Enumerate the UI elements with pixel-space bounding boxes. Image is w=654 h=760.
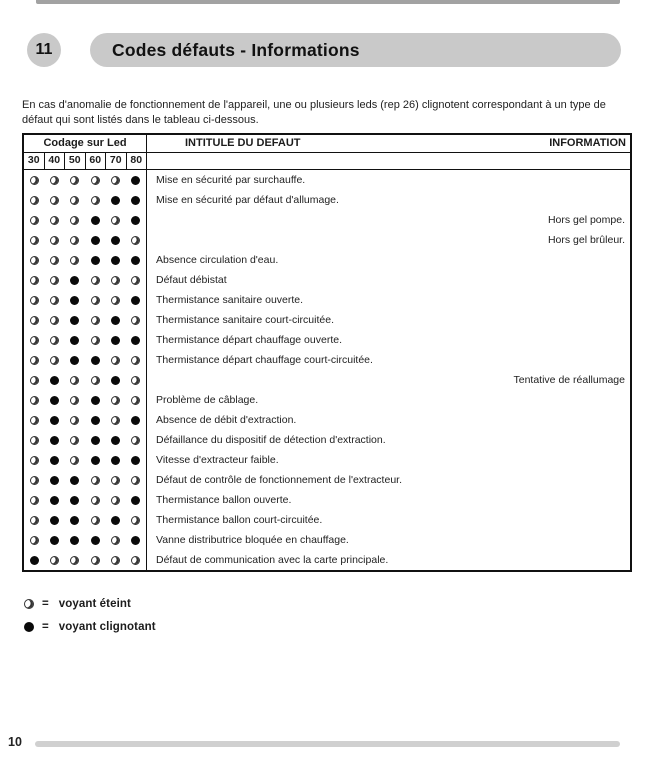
led-on-icon — [50, 496, 59, 505]
led-off-icon — [91, 516, 100, 525]
led-off-icon — [111, 556, 120, 565]
led-pattern — [24, 330, 147, 350]
row-text: Mise en sécurité par surchauffe. — [156, 174, 306, 186]
column-header-intitule: INTITULE DU DEFAUT — [185, 137, 301, 149]
row-text: Problème de câblage. — [156, 394, 259, 406]
led-off-icon — [131, 476, 140, 485]
led-pattern — [24, 510, 147, 530]
led-on-icon — [111, 336, 120, 345]
led-on-icon — [50, 476, 59, 485]
led-off-icon — [50, 336, 59, 345]
led-on-icon — [50, 456, 59, 465]
led-on-icon — [70, 476, 79, 485]
led-off-icon — [30, 236, 39, 245]
table-row — [24, 190, 630, 210]
led-on-icon — [91, 236, 100, 245]
led-off-icon — [50, 296, 59, 305]
led-off-icon — [131, 316, 140, 325]
led-column-80: 80 — [130, 154, 143, 166]
led-off-icon — [50, 356, 59, 365]
led-off-icon — [131, 556, 140, 565]
led-pattern — [24, 170, 147, 190]
legend-item-off — [24, 592, 156, 615]
led-pattern — [24, 470, 147, 490]
led-off-icon — [131, 516, 140, 525]
row-text: Thermistance départ chauffage court-circuitée. — [156, 354, 373, 366]
led-on-icon — [50, 536, 59, 545]
table-row — [24, 250, 630, 270]
led-off-icon — [70, 236, 79, 245]
subheader-spacer — [147, 153, 630, 169]
table-header-row — [24, 135, 630, 153]
table-row — [24, 270, 630, 290]
led-off-icon — [91, 176, 100, 185]
table-row — [24, 330, 630, 350]
led-off-icon — [131, 276, 140, 285]
led-off-icon — [70, 216, 79, 225]
led-on-icon — [131, 296, 140, 305]
legend-off-label: voyant éteint — [58, 597, 131, 610]
top-divider-rule — [36, 0, 620, 4]
led-off-icon — [131, 376, 140, 385]
row-text: Vitesse d'extracteur faible. — [156, 454, 279, 466]
led-on-icon — [70, 496, 79, 505]
led-on-icon — [131, 216, 140, 225]
led-off-icon — [50, 176, 59, 185]
led-off-icon — [91, 556, 100, 565]
led-off-icon — [70, 436, 79, 445]
led-on-icon — [91, 356, 100, 365]
led-off-icon — [131, 356, 140, 365]
led-on-icon — [70, 536, 79, 545]
description-header-cell — [147, 135, 630, 152]
led-on-icon — [30, 556, 39, 565]
row-text: Absence circulation d'eau. — [156, 254, 279, 266]
led-off-icon — [131, 396, 140, 405]
led-off-icon — [70, 196, 79, 205]
table-row — [24, 390, 630, 410]
led-off-icon — [70, 376, 79, 385]
led-off-icon — [91, 496, 100, 505]
row-text: Hors gel pompe. — [547, 214, 625, 226]
led-off-icon — [30, 356, 39, 365]
row-text: Hors gel brûleur. — [547, 234, 625, 246]
led-pattern — [24, 250, 147, 270]
led-off-icon — [24, 599, 34, 609]
led-on-icon — [91, 396, 100, 405]
led-on-icon — [111, 516, 120, 525]
led-off-icon — [111, 216, 120, 225]
led-off-icon — [70, 416, 79, 425]
led-on-icon — [91, 536, 100, 545]
equals-sign: = — [42, 597, 49, 610]
led-off-icon — [50, 216, 59, 225]
led-off-icon — [91, 296, 100, 305]
table-row — [24, 550, 630, 570]
led-on-icon — [131, 536, 140, 545]
led-on-icon — [70, 336, 79, 345]
led-column-70: 70 — [106, 153, 127, 169]
led-off-icon — [91, 196, 100, 205]
led-on-icon — [131, 416, 140, 425]
row-text: Mise en sécurité par défaut d'allumage. — [156, 194, 339, 206]
row-text: Thermistance sanitaire court-circuitée. — [156, 314, 334, 326]
led-off-icon — [30, 196, 39, 205]
led-on-icon — [50, 416, 59, 425]
row-text: Défaillance du dispositif de détection d'extraction. — [156, 434, 386, 446]
led-on-icon — [70, 516, 79, 525]
led-pattern — [24, 310, 147, 330]
table-row — [24, 290, 630, 310]
intro-paragraph: En cas d'anomalie de fonctionnement de l'appareil, une ou plusieurs leds (rep 26) clignotent correspondant à un type de défaut qui sont listés dans le tableau ci-dessous. — [22, 99, 606, 126]
led-on-icon — [131, 196, 140, 205]
led-off-icon — [111, 476, 120, 485]
led-off-icon — [30, 316, 39, 325]
column-header-information: INFORMATION — [549, 137, 626, 149]
led-on-icon — [50, 516, 59, 525]
led-column-40: 40 — [45, 153, 66, 169]
led-off-icon — [131, 236, 140, 245]
led-off-icon — [50, 256, 59, 265]
led-columns-row — [24, 153, 630, 170]
led-off-icon — [30, 276, 39, 285]
led-off-icon — [30, 416, 39, 425]
led-off-icon — [111, 276, 120, 285]
table-row — [24, 350, 630, 370]
led-on-icon — [50, 436, 59, 445]
led-pattern — [24, 230, 147, 250]
led-off-icon — [91, 336, 100, 345]
led-off-icon — [70, 556, 79, 565]
led-on-icon — [70, 356, 79, 365]
led-pattern — [24, 430, 147, 450]
led-pattern — [24, 350, 147, 370]
row-text: Thermistance ballon ouverte. — [156, 494, 292, 506]
led-pattern — [24, 550, 147, 570]
led-off-icon — [111, 356, 120, 365]
led-off-icon — [70, 396, 79, 405]
led-off-icon — [111, 496, 120, 505]
led-pattern — [24, 450, 147, 470]
led-off-icon — [30, 176, 39, 185]
led-on-icon — [111, 316, 120, 325]
led-on-icon — [70, 276, 79, 285]
led-off-icon — [91, 476, 100, 485]
led-on-icon — [91, 416, 100, 425]
led-off-icon — [50, 276, 59, 285]
led-pattern — [24, 390, 147, 410]
led-off-icon — [111, 296, 120, 305]
led-pattern — [24, 490, 147, 510]
legend — [24, 592, 156, 638]
page-title: Codes défauts - Informations — [112, 39, 360, 60]
led-on-icon — [111, 196, 120, 205]
led-on-icon — [111, 436, 120, 445]
led-on-icon — [70, 316, 79, 325]
led-pattern — [24, 210, 147, 230]
table-row — [24, 370, 630, 390]
led-off-icon — [91, 376, 100, 385]
led-off-icon — [30, 496, 39, 505]
table-body — [24, 170, 630, 570]
section-title-bar — [90, 33, 621, 67]
led-off-icon — [50, 556, 59, 565]
led-off-icon — [30, 256, 39, 265]
table-row — [24, 210, 630, 230]
row-text: Absence de débit d'extraction. — [156, 414, 297, 426]
led-on-icon — [24, 622, 34, 632]
legend-item-on — [24, 615, 156, 638]
table-row — [24, 450, 630, 470]
led-group-header: Codage sur Led — [24, 135, 147, 152]
table-row — [24, 230, 630, 250]
led-off-icon — [91, 276, 100, 285]
led-pattern — [24, 410, 147, 430]
led-off-icon — [111, 176, 120, 185]
led-off-icon — [30, 396, 39, 405]
led-off-icon — [91, 316, 100, 325]
led-off-icon — [30, 296, 39, 305]
bottom-divider-rule — [35, 741, 620, 747]
led-on-icon — [131, 256, 140, 265]
legend-on-label: voyant clignotant — [58, 620, 156, 633]
led-pattern — [24, 290, 147, 310]
page-number: 10 — [8, 735, 22, 749]
led-column-60: 60 — [86, 153, 107, 169]
led-pattern — [24, 370, 147, 390]
row-text: Thermistance départ chauffage ouverte. — [156, 334, 343, 346]
led-on-icon — [91, 216, 100, 225]
table-row — [24, 490, 630, 510]
led-off-icon — [50, 316, 59, 325]
led-on-icon — [131, 456, 140, 465]
led-column-numbers — [24, 153, 147, 169]
led-on-icon — [111, 236, 120, 245]
table-row — [24, 170, 630, 190]
led-on-icon — [91, 456, 100, 465]
led-column-50: 50 — [65, 153, 86, 169]
section-number: 11 — [35, 41, 53, 58]
led-off-icon — [111, 536, 120, 545]
led-off-icon — [30, 536, 39, 545]
led-off-icon — [30, 436, 39, 445]
led-on-icon — [131, 336, 140, 345]
led-on-icon — [111, 376, 120, 385]
row-text: Tentative de réallumage — [513, 374, 625, 386]
led-pattern — [24, 530, 147, 550]
row-text: Vanne distributrice bloquée en chauffage. — [156, 534, 349, 546]
led-off-icon — [131, 436, 140, 445]
led-off-icon — [50, 196, 59, 205]
equals-sign: = — [42, 620, 49, 633]
led-pattern — [24, 270, 147, 290]
led-off-icon — [111, 396, 120, 405]
led-off-icon — [30, 336, 39, 345]
table-row — [24, 410, 630, 430]
table-row — [24, 470, 630, 490]
led-on-icon — [131, 496, 140, 505]
led-on-icon — [91, 436, 100, 445]
led-off-icon — [30, 516, 39, 525]
led-off-icon — [30, 476, 39, 485]
led-on-icon — [111, 456, 120, 465]
table-row — [24, 510, 630, 530]
led-on-icon — [50, 376, 59, 385]
row-text: Défaut de contrôle de fonctionnement de l'extracteur. — [156, 474, 402, 486]
led-off-icon — [70, 176, 79, 185]
led-off-icon — [111, 416, 120, 425]
table-row — [24, 310, 630, 330]
led-on-icon — [50, 396, 59, 405]
led-on-icon — [91, 256, 100, 265]
section-number-badge — [27, 33, 61, 67]
led-pattern — [24, 190, 147, 210]
led-off-icon — [50, 236, 59, 245]
row-text: Thermistance sanitaire ouverte. — [156, 294, 304, 306]
fault-codes-table — [22, 133, 632, 572]
led-on-icon — [111, 256, 120, 265]
led-on-icon — [131, 176, 140, 185]
led-off-icon — [70, 456, 79, 465]
led-off-icon — [30, 376, 39, 385]
led-off-icon — [30, 216, 39, 225]
led-off-icon — [70, 256, 79, 265]
table-row — [24, 430, 630, 450]
row-text: Défaut débistat — [156, 274, 227, 286]
led-on-icon — [70, 296, 79, 305]
row-text: Thermistance ballon court-circuitée. — [156, 514, 323, 526]
table-row — [24, 530, 630, 550]
row-text: Défaut de communication avec la carte principale. — [156, 554, 389, 566]
led-off-icon — [30, 456, 39, 465]
led-column-30: 30 — [24, 153, 45, 169]
